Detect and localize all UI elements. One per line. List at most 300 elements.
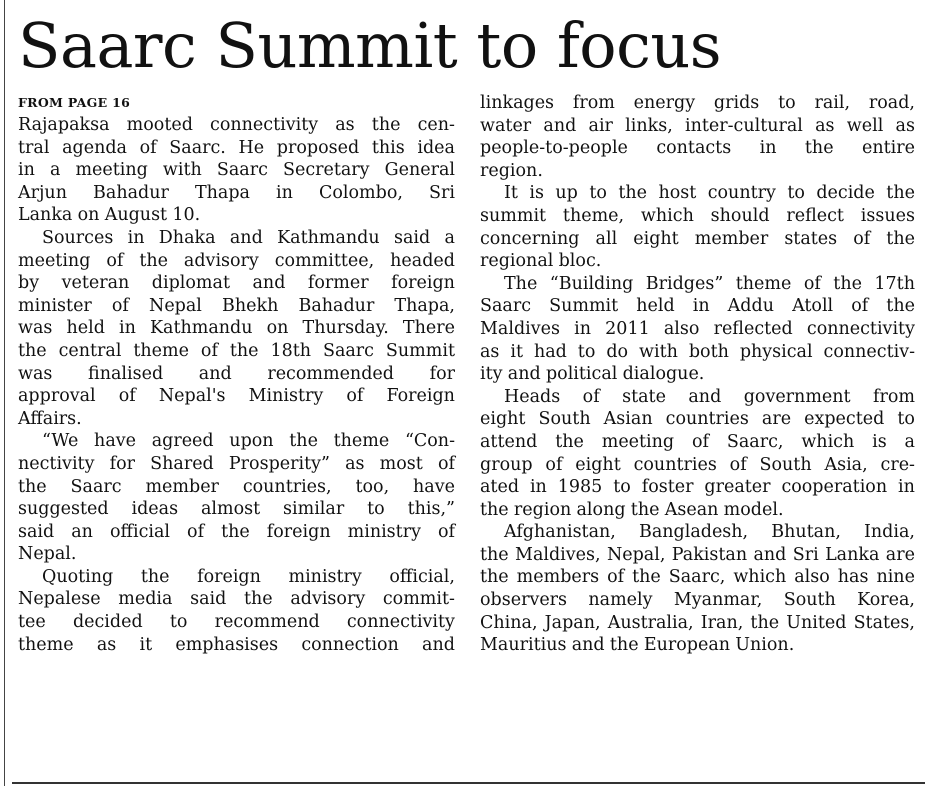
word: veteran — [61, 273, 130, 294]
word: connectivity — [210, 115, 319, 135]
text-line — [480, 589, 915, 612]
text-line — [18, 204, 455, 227]
text-line — [18, 611, 455, 634]
word: reflect — [786, 205, 844, 226]
word: people-to-people — [480, 138, 628, 159]
word: theme, — [562, 205, 625, 226]
word: diplomat — [151, 273, 230, 294]
word: Thapa — [194, 182, 250, 203]
text-line — [18, 272, 455, 295]
word: advisory — [183, 250, 259, 271]
text-line — [480, 160, 915, 183]
word: Asean — [664, 499, 719, 520]
word: and — [571, 635, 605, 656]
word: nectivity — [18, 453, 95, 474]
word: “Con- — [404, 431, 455, 452]
word: of — [853, 228, 871, 249]
word: of — [437, 453, 455, 474]
word: to — [169, 612, 188, 633]
text-line — [18, 588, 455, 611]
word: Colombo, — [318, 182, 403, 203]
text-line — [480, 92, 915, 115]
word: Summit — [549, 296, 619, 317]
word: of — [582, 386, 600, 407]
word: Lanka — [18, 205, 73, 226]
word: physical — [739, 341, 813, 362]
word: the — [609, 635, 639, 656]
word: theme — [333, 431, 390, 452]
word: namely — [588, 590, 653, 611]
word: Bhutan, — [771, 522, 841, 543]
word: said — [190, 589, 227, 610]
word: linkages — [480, 93, 555, 113]
word: eight — [633, 228, 679, 249]
word: on — [77, 205, 100, 226]
word: to — [787, 183, 805, 204]
word: the — [229, 340, 259, 361]
word: Atoll — [792, 296, 834, 317]
word: There — [402, 318, 455, 339]
word: meeting — [601, 431, 675, 452]
word: grids — [713, 93, 760, 113]
text-line — [480, 273, 915, 296]
word: regional — [480, 251, 554, 272]
word: in — [127, 227, 145, 248]
word: foreign — [197, 566, 261, 587]
word: ideas — [131, 499, 179, 520]
word: are — [885, 544, 915, 565]
word: Maldives — [480, 318, 560, 339]
word: nine — [876, 567, 915, 588]
word: ministry — [347, 521, 421, 542]
word: theme — [133, 340, 189, 361]
text-line — [18, 634, 455, 657]
word: 17th — [874, 273, 915, 294]
word: and — [229, 227, 263, 248]
word: all — [595, 228, 618, 249]
text-line — [480, 363, 915, 386]
word: member — [145, 476, 219, 497]
word: Nepal's — [158, 386, 226, 407]
word: Sources — [42, 227, 114, 248]
word: and — [198, 363, 232, 384]
word: the — [630, 499, 660, 520]
word: Bahadur — [298, 295, 375, 316]
word: idea — [417, 137, 455, 158]
word: connectiv- — [823, 341, 915, 362]
word: is — [529, 183, 544, 204]
text-line — [480, 341, 915, 364]
text-line — [18, 182, 455, 205]
word: Thursday. — [302, 318, 389, 339]
word: as — [480, 341, 500, 362]
word: Quoting — [42, 566, 114, 587]
word: agreed — [151, 431, 214, 452]
word: do — [606, 341, 629, 362]
word: in — [692, 296, 710, 317]
word: was — [18, 318, 53, 339]
word: contacts — [656, 138, 732, 159]
word: Saarc — [70, 476, 122, 497]
word: headed — [390, 250, 455, 271]
word: meeting — [18, 250, 91, 271]
word: have — [413, 476, 455, 497]
word: an — [71, 521, 93, 542]
word: tee — [18, 612, 46, 633]
word: Saarc, — [726, 431, 784, 452]
word: minister — [18, 295, 92, 316]
word: Secretary — [282, 160, 370, 181]
word: to — [367, 499, 385, 520]
word: water — [480, 115, 532, 136]
word: recommended — [267, 363, 394, 384]
word: Australia, — [607, 612, 694, 633]
word: decide — [816, 183, 875, 204]
word: the — [632, 567, 661, 588]
word: the — [221, 521, 250, 542]
word: “Building — [549, 273, 634, 294]
word: mooted — [126, 115, 193, 135]
article-column-right — [480, 92, 915, 657]
text-line — [480, 431, 915, 454]
word: 10. — [172, 205, 201, 226]
word: with — [162, 160, 202, 181]
word: Dhaka — [158, 227, 216, 248]
word: from — [572, 93, 615, 113]
word: Afghanistan, — [504, 522, 616, 543]
word: as — [335, 115, 355, 135]
text-line — [480, 499, 915, 522]
word: dialogue. — [622, 364, 705, 385]
word: country — [707, 183, 776, 204]
word: Saarc. — [169, 137, 226, 158]
word: committee, — [274, 250, 375, 271]
word: as — [815, 115, 835, 136]
word: theme — [735, 273, 792, 294]
text-line — [18, 317, 455, 340]
word: said — [393, 227, 431, 248]
word: of — [118, 386, 136, 407]
word: summit — [480, 205, 547, 226]
word: this,” — [407, 499, 455, 520]
jump-line: FROM PAGE 16 — [18, 95, 131, 110]
word: with — [639, 341, 678, 362]
word: of — [803, 273, 821, 294]
word: of — [139, 137, 157, 158]
word: on — [266, 318, 289, 339]
word: attend — [480, 431, 538, 452]
word: Lanka — [825, 544, 880, 565]
text-line — [480, 454, 915, 477]
text-line — [18, 408, 455, 431]
word: official — [110, 521, 170, 542]
word: in — [18, 160, 35, 181]
word: countries — [665, 409, 749, 430]
word: cooperation — [781, 477, 888, 498]
word: He — [238, 137, 265, 158]
word: of — [111, 295, 129, 316]
word: Nepalese — [18, 589, 101, 610]
word: held — [66, 318, 105, 339]
word: in — [119, 318, 136, 339]
word: Mauritius — [480, 635, 567, 656]
word: up — [555, 183, 578, 204]
word: South — [783, 590, 836, 611]
text-line — [480, 318, 915, 341]
word: state — [622, 386, 666, 407]
word: this — [371, 137, 405, 158]
word: Saarc — [322, 340, 374, 361]
word: Nepal — [149, 295, 202, 316]
word: the — [886, 296, 915, 317]
word: Korea, — [857, 590, 915, 611]
word: of — [729, 454, 747, 475]
word: Kathmandu — [149, 318, 253, 339]
word: General — [384, 160, 455, 181]
word: member — [694, 228, 769, 249]
word: South — [538, 409, 591, 430]
word: observers — [480, 590, 568, 611]
text-line — [480, 295, 915, 318]
word: connection — [301, 634, 399, 655]
word: suggested — [18, 499, 109, 520]
word: foreign — [266, 521, 331, 542]
word: Union. — [735, 635, 795, 656]
word: expected — [804, 409, 885, 430]
word: region. — [480, 160, 543, 181]
word: and — [252, 273, 286, 294]
word: emphasises — [175, 634, 279, 655]
word: of — [851, 296, 869, 317]
word: Ministry — [248, 386, 324, 407]
word: Saarc — [216, 160, 268, 181]
word: to — [778, 93, 796, 113]
text-line — [480, 612, 915, 635]
word: has — [837, 567, 869, 588]
word: foster — [641, 477, 694, 498]
text-line — [18, 385, 455, 408]
word: bloc. — [558, 251, 602, 272]
text-line — [18, 363, 455, 386]
word: Rajapaksa — [18, 115, 110, 135]
word: decided — [72, 612, 143, 633]
article-column-left — [18, 92, 455, 656]
word: tral — [18, 137, 50, 158]
word: Sri — [429, 182, 455, 203]
word: too, — [355, 476, 390, 497]
word: advisory — [290, 589, 366, 610]
word: in — [529, 477, 547, 498]
column-rule-left — [4, 0, 5, 786]
word: commit- — [382, 589, 455, 610]
word: ministry — [288, 566, 362, 587]
word: as — [96, 634, 117, 655]
text-line — [18, 453, 455, 476]
word: eight — [480, 409, 526, 430]
word: the — [139, 250, 168, 271]
word: August — [104, 205, 168, 226]
word: a — [444, 227, 455, 248]
word: held — [636, 296, 675, 317]
word: rail, — [814, 93, 851, 113]
word: Shared — [150, 453, 214, 474]
text-line — [480, 634, 915, 657]
word: foreign — [391, 273, 455, 294]
word: India, — [863, 522, 915, 543]
word: Bhekh — [222, 295, 279, 316]
word: official, — [389, 566, 455, 587]
word: ated — [480, 477, 520, 498]
word: the — [140, 566, 170, 587]
text-line — [18, 476, 455, 499]
word: a — [904, 431, 915, 452]
word: of — [607, 567, 625, 588]
word: government — [743, 386, 851, 407]
word: which — [733, 567, 787, 588]
word: Pakistan — [671, 544, 748, 565]
word: most — [379, 453, 423, 474]
word: agenda — [62, 137, 127, 158]
word: of — [187, 521, 205, 542]
word: Bridges” — [645, 273, 724, 294]
text-line — [480, 137, 915, 160]
word: the — [480, 544, 509, 565]
word: as — [895, 115, 915, 136]
word: Saarc — [480, 296, 532, 317]
word: the — [18, 476, 47, 497]
word: Japan, — [544, 612, 601, 633]
text-line — [18, 114, 455, 137]
word: along — [576, 499, 626, 520]
word: Kathmandu — [277, 227, 380, 248]
word: Maldives, — [515, 544, 601, 565]
word: links, — [625, 115, 673, 136]
word: the — [480, 499, 509, 520]
word: Foreign — [386, 386, 455, 407]
text-line — [18, 521, 455, 544]
word: the — [750, 612, 780, 633]
word: countries — [633, 454, 717, 475]
word: the — [618, 183, 648, 204]
word: of — [692, 431, 710, 452]
word: Asian — [603, 409, 653, 430]
text-line — [480, 182, 915, 205]
word: Arjun — [18, 182, 67, 203]
word: is — [872, 431, 887, 452]
word: to — [613, 477, 631, 498]
word: both — [688, 341, 729, 362]
word: should — [710, 205, 770, 226]
word: Myanmar, — [673, 590, 763, 611]
text-line — [18, 250, 455, 273]
word: the — [886, 183, 915, 204]
word: of — [200, 340, 218, 361]
word: Nepal, — [606, 544, 666, 565]
word: 18th — [270, 340, 312, 361]
text-line — [18, 137, 455, 160]
text-line — [480, 544, 915, 567]
word: of — [106, 250, 124, 271]
word: Asia, — [824, 454, 868, 475]
text-line — [18, 227, 455, 250]
word: It — [504, 183, 518, 204]
word: Iran, — [700, 612, 744, 633]
word: host — [658, 183, 697, 204]
word: in — [759, 138, 777, 159]
word: to — [589, 183, 607, 204]
word: cen- — [417, 115, 455, 135]
word: Sri — [792, 544, 819, 565]
word: by — [18, 273, 40, 294]
word: reflected — [713, 318, 793, 339]
word: said — [18, 521, 55, 542]
word: connectivity — [806, 318, 915, 339]
text-line — [18, 498, 455, 521]
word: from — [873, 386, 915, 407]
word: almost — [200, 499, 261, 520]
word: in — [898, 477, 915, 498]
word: “We — [42, 431, 79, 452]
word: the — [243, 589, 273, 610]
word: cre- — [880, 454, 915, 475]
bottom-rule — [12, 782, 925, 784]
word: the — [289, 431, 318, 452]
word: which — [640, 205, 694, 226]
word: group — [480, 454, 533, 475]
word: model. — [723, 499, 784, 520]
text-line — [18, 159, 455, 182]
word: recommend — [214, 612, 320, 633]
word: and — [543, 115, 577, 136]
word: upon — [229, 431, 274, 452]
word: and — [753, 544, 787, 565]
word: theme — [18, 634, 74, 655]
word: to — [897, 409, 915, 430]
word: eight — [575, 454, 621, 475]
word: and — [422, 634, 455, 655]
word: of — [437, 521, 455, 542]
word: the — [480, 567, 509, 588]
word: meeting — [75, 160, 148, 181]
word: was — [18, 363, 53, 384]
text-line — [480, 476, 915, 499]
word: the — [371, 115, 401, 135]
word: the — [18, 340, 47, 361]
word: proposed — [276, 137, 360, 158]
word: well — [846, 115, 884, 136]
word: also — [663, 318, 700, 339]
word: States, — [853, 612, 915, 633]
word: European — [643, 635, 731, 656]
word: ity — [480, 364, 503, 385]
word: Addu — [727, 296, 774, 317]
word: the — [886, 228, 915, 249]
text-line — [480, 115, 915, 138]
word: Bangladesh, — [638, 522, 749, 543]
word: it — [139, 634, 153, 655]
text-line — [480, 408, 915, 431]
text-line — [18, 543, 455, 566]
word: Thapa, — [394, 295, 455, 316]
word: Prosperity” — [228, 453, 330, 474]
word: for — [109, 453, 135, 474]
text-line — [18, 340, 455, 363]
word: are — [761, 409, 792, 430]
word: the — [804, 138, 834, 159]
word: energy — [633, 93, 696, 113]
word: as — [345, 453, 365, 474]
word: issues — [860, 205, 915, 226]
